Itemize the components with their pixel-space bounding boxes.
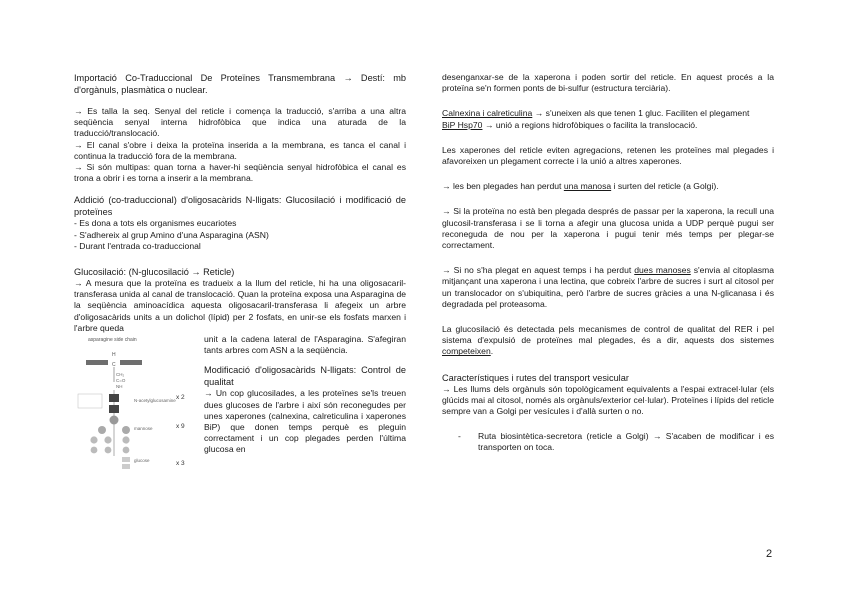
mannose-sugar bbox=[122, 426, 130, 434]
bullet-item: - Es dona a tots els organismes eucariotes bbox=[74, 218, 237, 229]
section-title-vesicular-transport: Característiques i rutes del transport vesicular bbox=[442, 372, 629, 383]
count-nacetyl: x 2 bbox=[176, 394, 185, 402]
paragraph-quality-control: La glucosilació és detectada pels mecanismes de control de qualitat del RER i pel sistema d'expulsió de proteïnes mal plegades, és a dir, aquests dos sistemes competeixen. bbox=[442, 324, 774, 357]
list-dash: - bbox=[458, 431, 461, 442]
count-mannose: x 9 bbox=[176, 423, 185, 431]
paragraph: → Si la proteïna no està ben plegada després de passar per la xaperona, la recull una glucosil-transferasa i se li torna a afegir una glucosa unida a UDP perquè pugui ser reconeguda de nou per la xaperona i pugui tenir més temps per plegar-se correctament. bbox=[442, 206, 774, 251]
paragraph: unit a la cadena lateral de l'Asparagina. S'afegiran tants arbres com ASN a la seqüència. bbox=[204, 334, 406, 356]
page-number: 2 bbox=[766, 548, 773, 560]
c-label: C bbox=[112, 362, 116, 369]
list-item bbox=[458, 431, 774, 453]
section-title-cotranslational-import: Importació Co-Traduccional De Proteïnes Transmembrana → Destí: mb d'orgànuls, plasmàtica o nuclear. bbox=[74, 73, 406, 95]
oligosaccharide-diagram bbox=[74, 334, 198, 474]
paragraph-bip: BiP Hsp70 → unió a regions hidrofòbiques o facilita la translocació. bbox=[442, 119, 698, 130]
underlined-term: dues manoses bbox=[634, 265, 691, 276]
paragraph-misfolded: → Si no s'ha plegat en aquest temps i ha perdut dues manoses s'envia al citoplasma mitjançant una xaperona i una lectina, que cobreix l'arbre de sucres i surt al citosol per un translocador on s'ubiquitina, però l'arbre de sucres gràcies a una N-glicanasa i és degradada pel proteasoma. bbox=[442, 265, 774, 309]
underlined-term: una manosa bbox=[563, 181, 612, 192]
bullet-row bbox=[74, 218, 406, 229]
paragraph-well-folded: → les ben plegades han perdut una manosa i surten del reticle (a Golgi). bbox=[442, 181, 719, 192]
mannose-sugar bbox=[110, 416, 119, 425]
paragraph: → Les llums dels orgànuls són topològicament equivalents a l'espai extracel·lular (els glúcids mai al citosol, només als orgànuls/exterior cel·lular). Proteïnes i lípids del reticle sempre van a Golgi per vesícules i d'allà surten o no. bbox=[442, 383, 774, 417]
co-label: C=O bbox=[116, 378, 126, 384]
nh-label: NH bbox=[116, 384, 123, 390]
bullet-item: - Durant l'entrada co-traduccional bbox=[74, 240, 201, 251]
section-title-glucosylation: Glucosilació: (N-glucosilació → Reticle) bbox=[74, 267, 235, 278]
nacetyl-legend: N-acetylglucosamine bbox=[134, 398, 176, 404]
section-title-oligosaccharide-addition: Addició (co-traduccional) d'oligosacàrids N-lligats: Glucosilació i modificació de proteïnes bbox=[74, 195, 406, 218]
right-column bbox=[442, 72, 774, 454]
asn-label: asparagine side chain bbox=[88, 337, 137, 344]
mannose-sugar bbox=[123, 447, 130, 454]
count-glucose: x 3 bbox=[176, 460, 185, 468]
nacetylglucosamine-sugar bbox=[109, 394, 119, 402]
paragraph: → Un cop glucosilades, a les proteïnes se'ls treuen dues glucoses de l'arbre i així són reconegudes per unes xaperones (calnexina, calreticulina i xaperones BiP) que donen temps perquè es pleguin correctament i un cop plegades perden l'última glucosa en bbox=[204, 388, 406, 455]
mannose-sugar bbox=[98, 426, 106, 434]
oligosaccharide-tree-figure bbox=[74, 334, 198, 474]
mannose-legend: mannose bbox=[134, 426, 153, 432]
h-label: H bbox=[112, 352, 116, 359]
mannose-sugar bbox=[104, 436, 111, 443]
paragraph: desenganxar-se de la xaperona i poden sortir del reticle. En aquest procés a la proteïna se'n formen ponts de bi-sulfur (estructura terciària). bbox=[442, 72, 774, 94]
glucose-sugar bbox=[122, 464, 130, 469]
paragraph: Les xaperones del reticle eviten agregacions, retenen les proteïnes mal plegades i afavoreixen un plegament correcte i la unió a altres xaperones. bbox=[442, 144, 774, 167]
list-item-text: Ruta biosintètica-secretora (reticle a Golgi) → S'acaben de modificar i es transporten on toca. bbox=[478, 431, 774, 453]
nacetylglucosamine-sugar bbox=[109, 405, 119, 413]
mannose-sugar bbox=[122, 436, 129, 443]
paragraph: → Si són multipas: quan torna a haver-hi seqüència senyal hidrofòbica el canal es trona a obrir i es torna a inserir a la membrana. bbox=[74, 162, 406, 184]
paragraph: → A mesura que la proteïna es tradueix a la llum del reticle, hi ha una oligosacaril-transferasa unida al canal de translocació. Quan la proteïna exposa una Asparagina de la seqüència aminoacídica aquesta oligosacaril-transferasa li afegeix un arbre d'oligosacàrids units a un dolichol (lípid) per 2 fosfats, en unir-se els fosfats marxen i l'arbre queda bbox=[74, 278, 406, 333]
glucose-legend: glucose bbox=[134, 458, 150, 464]
paragraph: → Es talla la seq. Senyal del reticle i comença la traducció, s'arriba a una altra seqüència senyal interna hidrofòbica que indica una aturada de la traducció/translocació. bbox=[74, 106, 406, 139]
paragraph-calnexin: Calnexina i calreticulina → s'uneixen als que tenen 1 gluc. Faciliten el plegament bbox=[442, 108, 750, 119]
chain-segment bbox=[86, 360, 108, 365]
chain-segment bbox=[120, 360, 142, 365]
paragraph: → El canal s'obre i deixa la proteïna inserida a la membrana, es tanca el canal i continua la traducció fora de la membrana. bbox=[74, 139, 406, 161]
underlined-term: competeixen bbox=[442, 346, 491, 357]
legend-box bbox=[78, 394, 102, 408]
underlined-term: BiP Hsp70 bbox=[442, 119, 483, 130]
bullet-item: - S'adhereix al grup Amino d'una Asparagina (ASN) bbox=[74, 229, 269, 240]
glucose-sugar bbox=[122, 457, 130, 462]
section-title-quality-control: Modificació d'oligosacàrids N-lligats: Control de qualitat bbox=[204, 365, 406, 388]
mannose-sugar bbox=[90, 436, 97, 443]
mannose-sugar bbox=[91, 447, 98, 454]
left-column bbox=[74, 72, 406, 474]
mannose-sugar bbox=[105, 447, 112, 454]
ch2-label: CH₂ bbox=[116, 372, 125, 378]
underlined-term: Calnexina i calreticulina bbox=[442, 108, 533, 119]
